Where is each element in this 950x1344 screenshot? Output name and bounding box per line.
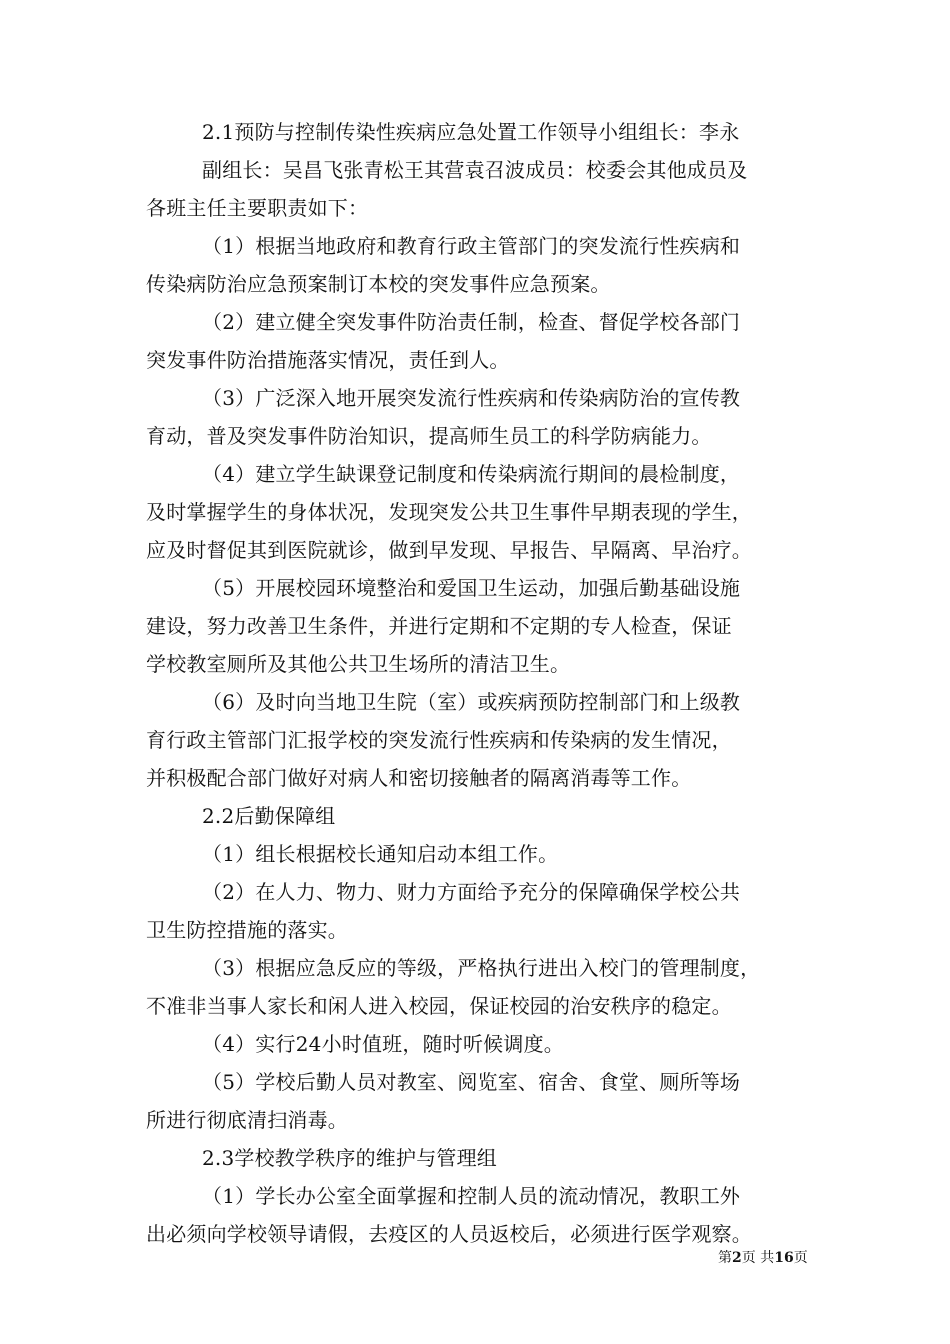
page-footer (718, 1248, 808, 1268)
section-heading: 2.2后勤保障组 (202, 804, 336, 828)
text-line: 卫生防控措施的落实。 (146, 918, 348, 942)
text-line: 副组长：吴昌飞张青松王其营袁召波成员：校委会其他成员及 (202, 158, 748, 182)
text-line: 2.1预防与控制传染性疾病应急处置工作领导小组组长：李永 (202, 120, 740, 144)
text-line: 应及时督促其到医院就诊，做到早发现、早报告、早隔离、早治疗。 (146, 538, 752, 562)
text-line: 突发事件防治措施落实情况，责任到人。 (146, 348, 510, 372)
text-line: 建设，努力改善卫生条件，并进行定期和不定期的专人检查，保证 (146, 614, 732, 638)
text-line: 及时掌握学生的身体状况，发现突发公共卫生事件早期表现的学生， (146, 500, 752, 524)
text-line: （4）建立学生缺课登记制度和传染病流行期间的晨检制度， (202, 462, 741, 486)
current-page-number: 2 (732, 1250, 742, 1266)
text-line: 所进行彻底清扫消毒。 (146, 1108, 348, 1132)
text-line: （5）学校后勤人员对教室、阅览室、宿舍、食堂、厕所等场 (202, 1070, 741, 1094)
text-line: 各班主任主要职责如下： (146, 196, 369, 220)
text-line: （1）学长办公室全面掌握和控制人员的流动情况，教职工外 (202, 1184, 741, 1208)
text-line: （4）实行24小时值班，随时听候调度。 (202, 1032, 564, 1056)
text-line: （2）建立健全突发事件防治责任制，检查、督促学校各部门 (202, 310, 741, 334)
total-page-count: 16 (774, 1250, 794, 1266)
footer-prefix: 第 (718, 1250, 732, 1266)
text-line: （6）及时向当地卫生院（室）或疾病预防控制部门和上级教 (202, 690, 741, 714)
text-line: （1）组长根据校长通知启动本组工作。 (202, 842, 559, 866)
footer-suffix: 页 (793, 1250, 808, 1266)
section-heading: 2.3学校教学秩序的维护与管理组 (202, 1146, 498, 1170)
text-line: 不准非当事人家长和闲人进入校园，保证校园的治安秩序的稳定。 (146, 994, 732, 1018)
text-line: （3）根据应急反应的等级，严格执行进出入校门的管理制度， (202, 956, 761, 980)
text-line: （1）根据当地政府和教育行政主管部门的突发流行性疾病和 (202, 234, 741, 258)
text-line: （5）开展校园环境整治和爱国卫生运动，加强后勤基础设施 (202, 576, 741, 600)
text-line: 育行政主管部门汇报学校的突发流行性疾病和传染病的发生情况， (146, 728, 732, 752)
text-line: 并积极配合部门做好对病人和密切接触者的隔离消毒等工作。 (146, 766, 692, 790)
footer-middle: 页 共 (741, 1250, 775, 1266)
text-line: （2）在人力、物力、财力方面给予充分的保障确保学校公共 (202, 880, 741, 904)
text-line: （3）广泛深入地开展突发流行性疾病和传染病防治的宣传教 (202, 386, 741, 410)
text-line: 出必须向学校领导请假，去疫区的人员返校后，必须进行医学观察。 (146, 1222, 752, 1246)
text-line: 育动，普及突发事件防治知识，提高师生员工的科学防病能力。 (146, 424, 712, 448)
text-line: 传染病防治应急预案制订本校的突发事件应急预案。 (146, 272, 611, 296)
text-line: 学校教室厕所及其他公共卫生场所的清洁卫生。 (146, 652, 571, 676)
